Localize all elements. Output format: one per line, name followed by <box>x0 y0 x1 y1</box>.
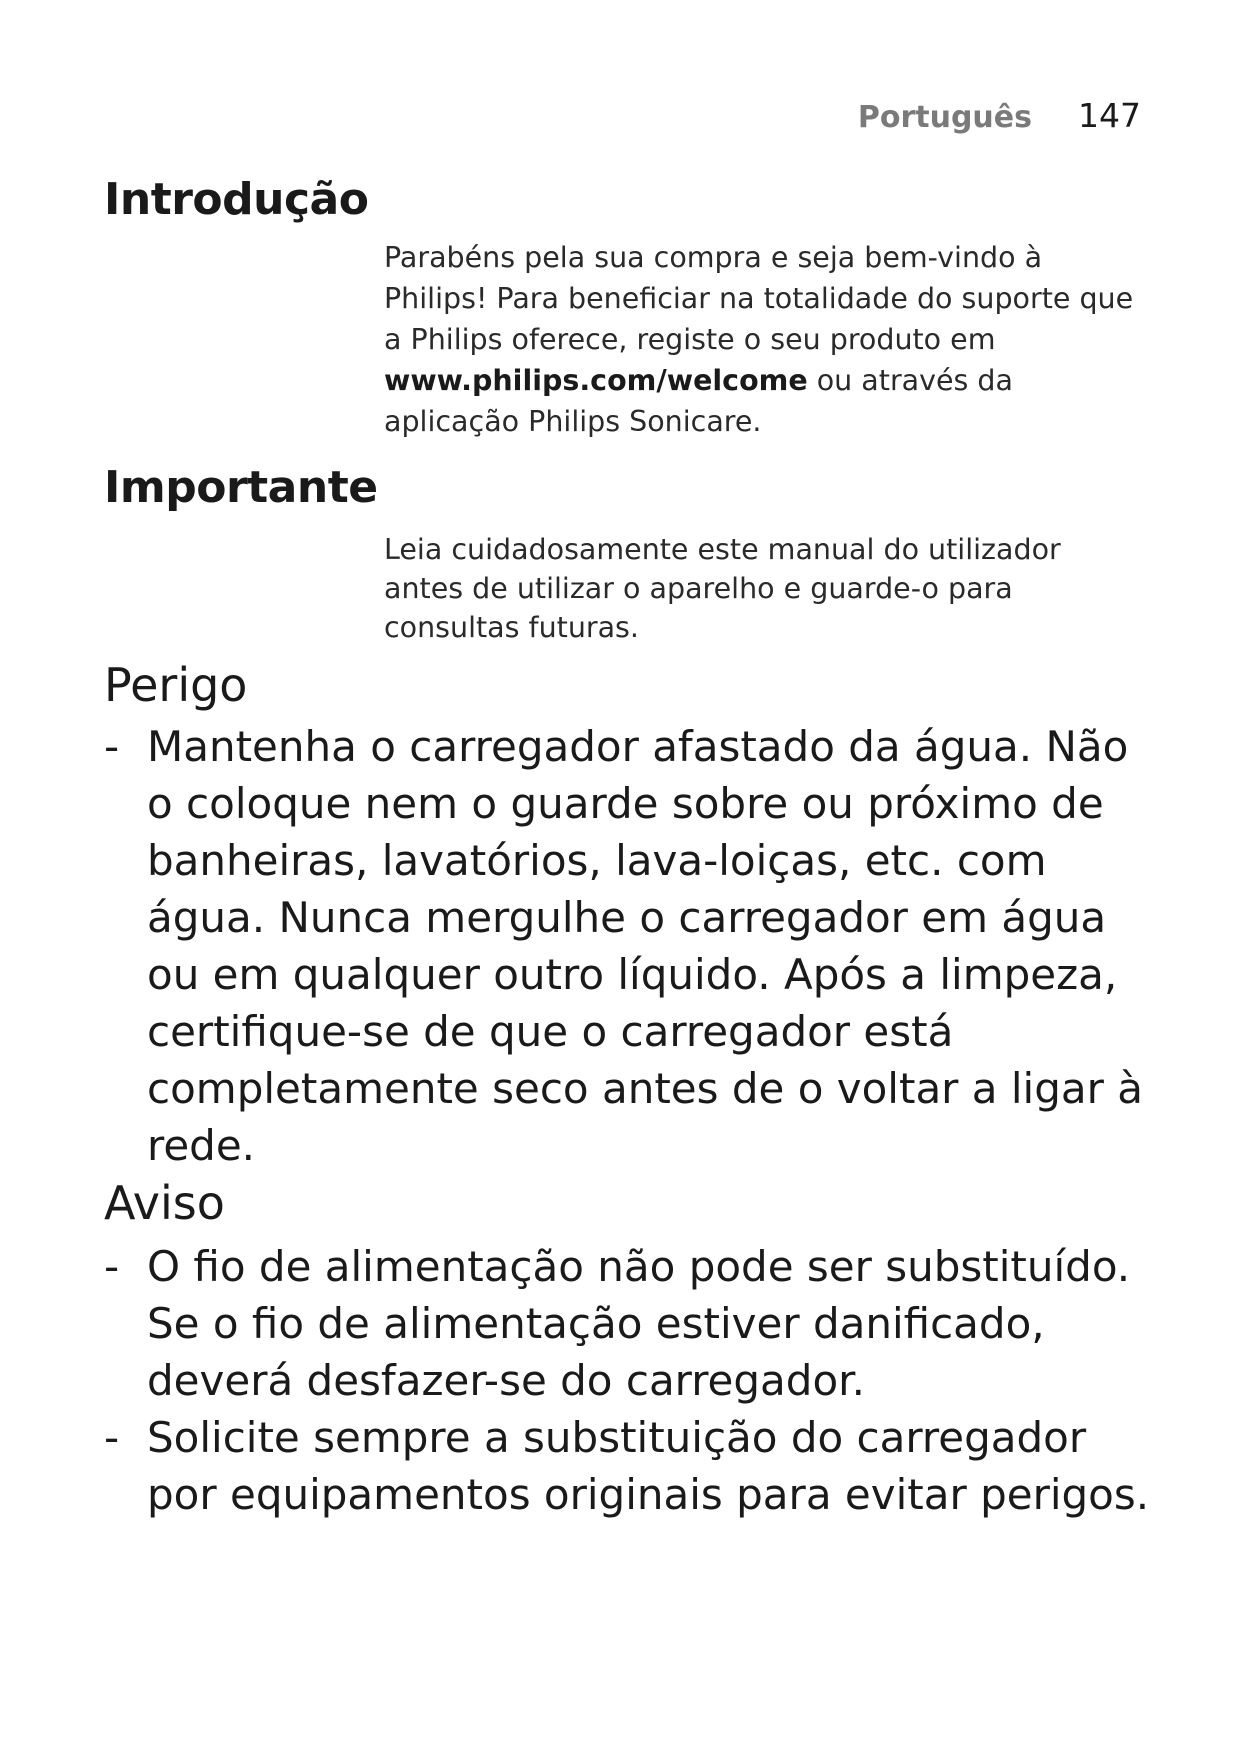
welcome-link[interactable]: www.philips.com/welcome <box>384 364 808 397</box>
warning-list <box>104 1238 1164 1523</box>
bullet-dash: - <box>104 722 120 771</box>
list-item <box>104 1409 1164 1523</box>
intro-text-before: Parabéns pela sua compra e seja bem-vindo à Philips! Para beneficiar na totalidade do suporte que a Philips oferece, registe o seu produto em <box>384 241 1134 356</box>
heading-perigo: Perigo <box>104 658 248 712</box>
heading-aviso: Aviso <box>104 1176 225 1230</box>
bullet-dash: - <box>104 1242 120 1291</box>
heading-importante: Importante <box>104 462 378 513</box>
warning-item-text: O fio de alimentação não pode ser substituído. Se o fio de alimentação estiver danificado, deverá desfazer-se do carregador. <box>147 1242 1131 1405</box>
list-item <box>104 1238 1164 1409</box>
intro-text-after: ou através da aplicação Philips Sonicare. <box>384 364 1013 438</box>
important-paragraph: Leia cuidadosamente este manual do utilizador antes de utilizar o aparelho e guarde-o para consultas futuras. <box>384 533 1061 644</box>
language-label: Português <box>857 100 1032 135</box>
page-header <box>858 96 1141 135</box>
intro-paragraph <box>384 237 1144 442</box>
danger-item-text: Mantenha o carregador afastado da água. Não o coloque nem o guarde sobre ou próximo de banheiras, lavatórios, lava-loiças, etc. com água. Nunca mergulhe o carregador em água ou em qualquer outro líquido. Após a limpeza, certifique-se de que o carregador está completamente seco antes de o voltar a ligar à rede. <box>147 722 1143 1170</box>
warning-item-text: Solicite sempre a substituição do carregador por equipamentos originais para evitar perigos. <box>147 1413 1150 1519</box>
heading-introducao: Introdução <box>104 174 369 225</box>
page-number: 147 <box>1078 96 1141 135</box>
bullet-dash: - <box>104 1413 120 1462</box>
list-item <box>104 718 1164 1174</box>
danger-list <box>104 718 1164 1174</box>
